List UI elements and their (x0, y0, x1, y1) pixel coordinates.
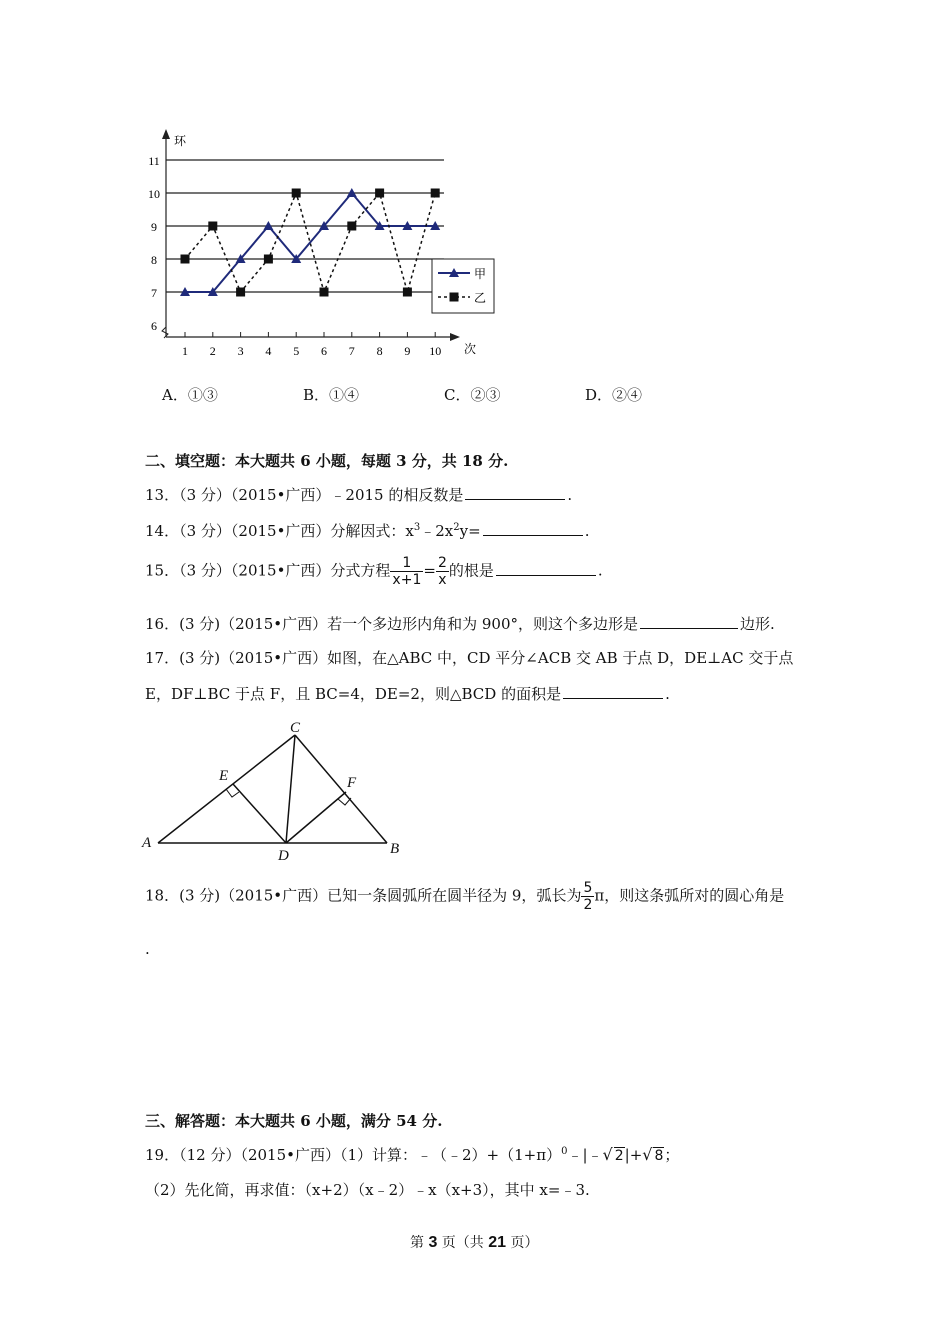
option-c: C．②③ (444, 386, 501, 404)
y-axis-arrow (162, 129, 170, 139)
y-tick-label: 9 (151, 220, 157, 234)
square-marker (264, 255, 273, 264)
question-15 (145, 555, 603, 588)
exponent: 3 (413, 522, 421, 533)
radicand: 8 (654, 1148, 664, 1164)
denominator: x+1 (392, 572, 422, 588)
denominator: 2 (583, 897, 593, 913)
segment-cb (295, 735, 387, 843)
segment-de (233, 784, 286, 843)
chart-tick-labels (148, 134, 476, 358)
question-18 (145, 880, 784, 913)
y-axis-label: 环 (174, 134, 187, 148)
question-14-tail: y= (459, 522, 481, 540)
x-tick-label: 9 (404, 344, 411, 358)
question-19-text: ； (664, 1146, 680, 1164)
answer-blank (640, 614, 738, 629)
answer-blank (496, 561, 596, 576)
radicand: 2 (614, 1148, 624, 1164)
label-d: D (278, 848, 289, 864)
segment-df (286, 792, 346, 843)
section-2-title: 二、填空题：本大题共 6 小题，每题 3 分，共 18 分. (145, 452, 509, 470)
question-14-text: 14．（3 分）（2015•广西）分解因式：x (145, 522, 414, 540)
footer-text: 页（共 (437, 1235, 489, 1251)
question-19-text: |+ (624, 1146, 643, 1164)
answer-blank (563, 684, 663, 699)
question-19-line-2: （2）先化简，再求值：（x+2）（x﹣2）﹣x（x+3），其中 x=﹣3. (145, 1181, 590, 1199)
chart-legend (432, 259, 494, 313)
x-tick-label: 7 (348, 344, 355, 358)
square-marker (403, 288, 412, 297)
square-marker (181, 255, 190, 264)
label-b: B (390, 841, 400, 857)
question-19-text: 19．（12 分）（2015•广西）（1）计算：﹣（﹣2）+（1+π） (145, 1146, 562, 1164)
chart-series (180, 188, 440, 297)
square-marker (208, 222, 217, 231)
question-16 (145, 613, 775, 634)
question-13 (145, 484, 572, 505)
segment-cd (286, 735, 295, 843)
page-number: 3 (428, 1234, 438, 1251)
label-c: C (290, 720, 301, 736)
x-tick-label: 2 (209, 344, 216, 358)
question-19-line-1 (145, 1144, 679, 1165)
legend-label: 甲 (474, 267, 487, 281)
pi-symbol: π (594, 886, 605, 905)
exponent: 0 (561, 1146, 568, 1157)
question-17-line-1: 17．(3 分)（2015•广西）如图，在△ABC 中，CD 平分∠ACB 交 AB 于点 D，DE⊥AC 交于点 (145, 649, 794, 667)
label-e: E (219, 768, 229, 784)
y-tick-label: 10 (148, 187, 160, 201)
option-d: D．②④ (585, 386, 643, 404)
question-16-text: 16．(3 分)（2015•广西）若一个多边形内角和为 900°，则这个多边形是 (145, 615, 639, 633)
triangle-figure (140, 715, 410, 865)
question-19-text: ﹣|﹣ (567, 1146, 603, 1164)
question-17-line-2 (145, 683, 670, 704)
x-tick-label: 1 (182, 344, 188, 358)
label-a: A (142, 835, 152, 851)
question-16-tail: 边形. (740, 615, 775, 633)
question-18-tail: ，则这条弧所对的圆心角是 (604, 886, 785, 905)
period: . (665, 685, 670, 703)
numerator: 2 (437, 555, 447, 571)
x-axis-label: 次 (464, 342, 477, 356)
square-marker (375, 189, 384, 198)
section-3-title: 三、解答题：本大题共 6 小题，满分 54 分. (145, 1112, 443, 1130)
period: . (597, 561, 603, 580)
numerator: 5 (583, 880, 593, 896)
radical-sign: √ (602, 1145, 613, 1164)
right-angle-mark-e (226, 789, 239, 797)
shooting-score-line-chart (140, 125, 487, 370)
total-pages: 21 (488, 1234, 507, 1251)
y-tick-label: 11 (148, 154, 160, 168)
square-marker (450, 293, 459, 302)
x-tick-label: 10 (429, 344, 442, 358)
x-tick-label: 8 (376, 344, 383, 358)
y-tick-label: 6 (151, 319, 157, 333)
chart-axes (162, 129, 460, 341)
exponent: 2 (453, 522, 460, 533)
fraction (436, 555, 449, 588)
question-15-tail: 的根是 (448, 561, 494, 580)
question-15-text: 15．（3 分）（2015•广西）分式方程 (145, 561, 391, 580)
answer-blank (465, 485, 565, 500)
square-marker (347, 222, 356, 231)
y-tick-label: 8 (151, 253, 157, 267)
answer-blank (483, 521, 583, 536)
question-18-blank-line: . (145, 940, 150, 958)
series-line (185, 193, 435, 292)
numerator: 1 (390, 555, 423, 572)
page-footer (410, 1232, 539, 1252)
option-b: B．①④ (303, 386, 360, 404)
axis-break (162, 327, 168, 338)
square-marker (431, 189, 440, 198)
square-marker (236, 288, 245, 297)
legend-label: 乙 (474, 291, 487, 305)
period: . (584, 522, 590, 540)
question-14-mid: ﹣2x (420, 522, 454, 540)
square-marker (292, 189, 301, 198)
x-tick-label: 4 (265, 344, 272, 358)
x-tick-label: 3 (237, 344, 244, 358)
equals-sign: = (423, 561, 436, 580)
question-18-text: 18．(3 分)（2015•广西）已知一条圆弧所在圆半径为 9，弧长为 (145, 886, 582, 905)
label-f: F (347, 775, 357, 791)
x-tick-label: 5 (293, 344, 300, 358)
fraction (581, 880, 594, 913)
period: . (567, 486, 573, 504)
question-17-text: E，DF⊥BC 于点 F，且 BC=4，DE=2，则△BCD 的面积是 (145, 685, 562, 703)
footer-text: 页） (506, 1235, 539, 1251)
radical-sign: √ (642, 1145, 653, 1164)
fraction (390, 555, 423, 588)
question-13-text: 13．（3 分）（2015•广西）﹣2015 的相反数是 (145, 486, 464, 504)
x-tick-label: 6 (321, 344, 327, 358)
y-tick-label: 7 (151, 286, 157, 300)
x-axis-arrow (450, 333, 460, 341)
square-marker (320, 288, 329, 297)
option-a: A．①③ (162, 386, 218, 404)
footer-text: 第 (410, 1235, 429, 1251)
question-14 (145, 520, 589, 541)
denominator: x (438, 572, 447, 588)
